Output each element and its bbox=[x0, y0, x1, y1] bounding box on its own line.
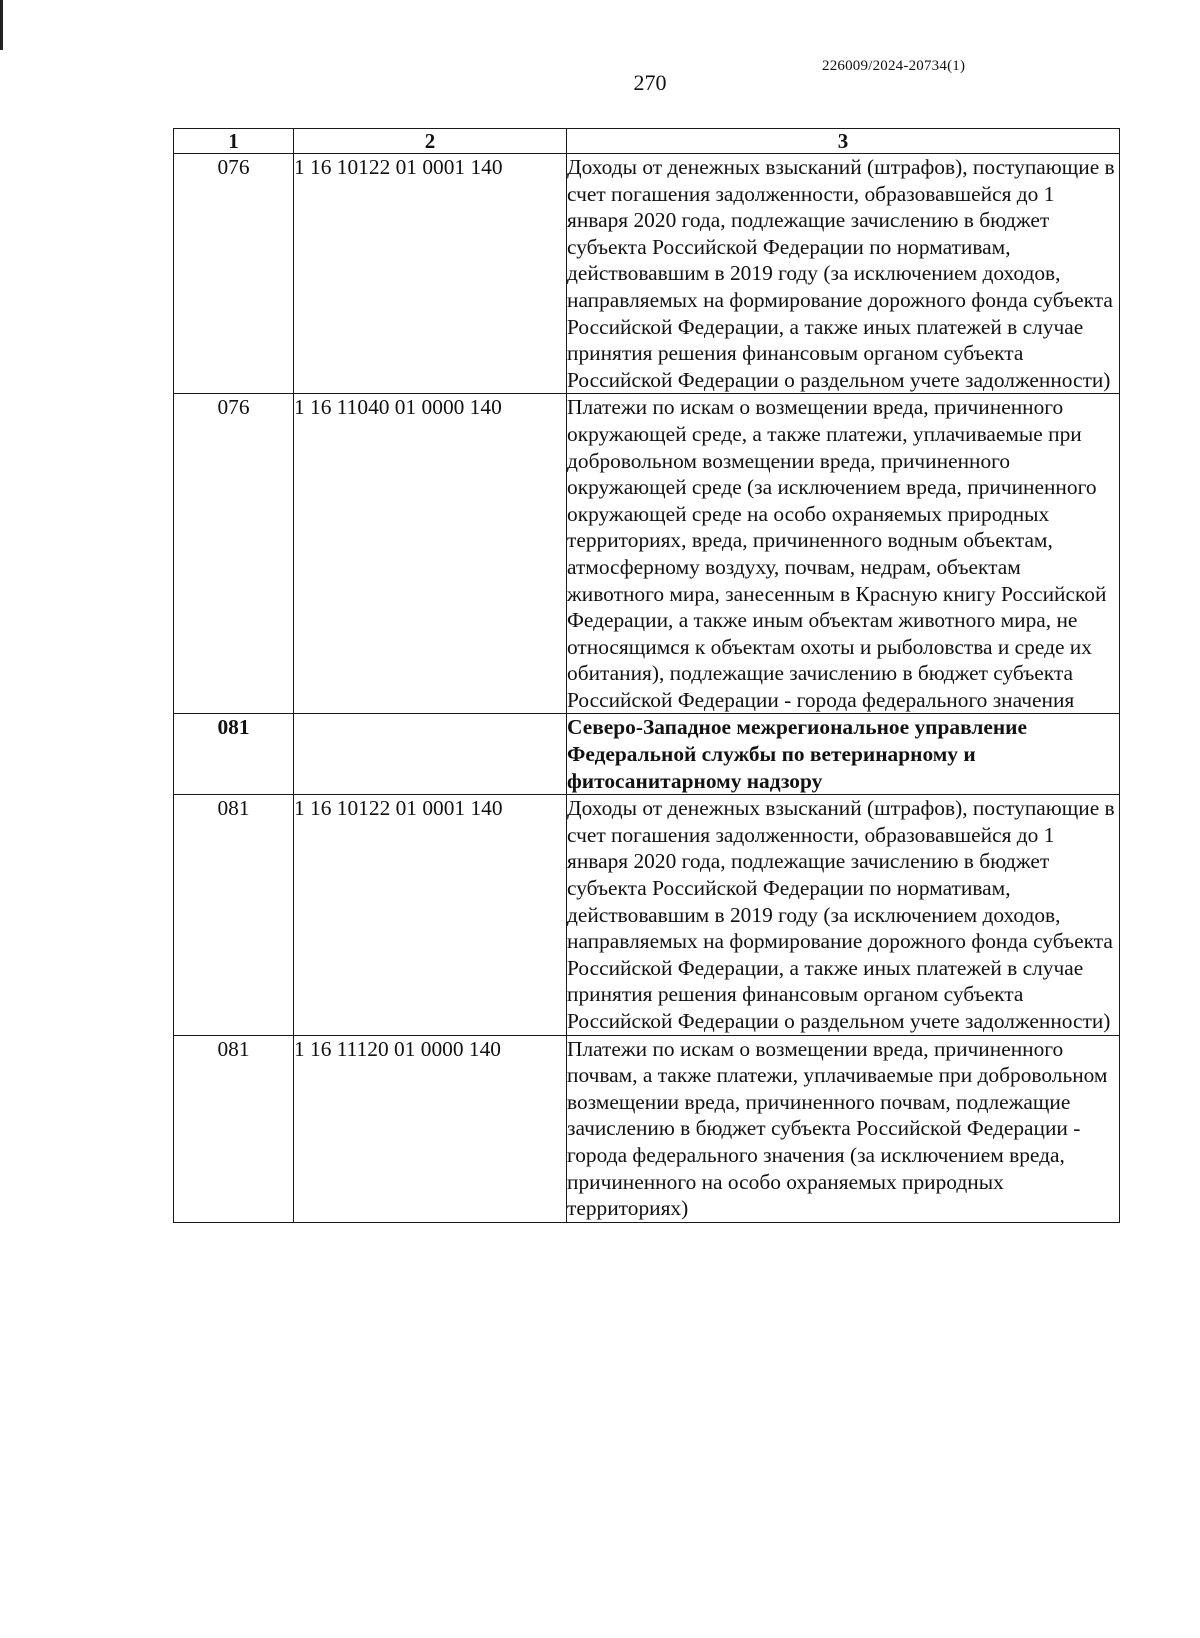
table-row bbox=[174, 394, 1120, 714]
column-header-1: 1 bbox=[174, 129, 294, 154]
column-header-2: 2 bbox=[294, 129, 567, 154]
description-cell: Платежи по искам о возмещении вреда, причиненного окружающей среде, а также платежи, уплачиваемые при добровольном возмещении вреда, причиненного окружающей среде (за исключением вреда, причиненного окружающей среде на особо охраняемых природных территориях, вреда, причиненного водным объектам, атмосферному воздуху, почвам, недрам, объектам животного мира, занесенным в Красную книгу Российской Федерации, а также иным объектам животного мира, не относящимся к объектам охоты и рыболовства и среде их обитания), подлежащие зачислению в бюджет субъекта Российской Федерации - города федерального значения bbox=[567, 394, 1120, 714]
admin-code-cell: 081 bbox=[174, 795, 294, 1035]
budget-code-cell bbox=[294, 714, 567, 795]
table-row bbox=[174, 154, 1120, 394]
table-row bbox=[174, 1035, 1120, 1222]
description-cell: Доходы от денежных взысканий (штрафов), поступающие в счет погашения задолженности, образовавшейся до 1 января 2020 года, подлежащие зачислению в бюджет субъекта Российской Федерации по нормативам, действовавшим в 2019 году (за исключением доходов, направляемых на формирование дорожного фонда субъекта Российской Федерации, а также иных платежей в случае принятия решения финансовым органом субъекта Российской Федерации о раздельном учете задолженности) bbox=[567, 154, 1120, 394]
budget-code-cell: 1 16 11040 01 0000 140 bbox=[294, 394, 567, 714]
page-number: 270 bbox=[633, 70, 667, 95]
description-cell: Платежи по искам о возмещении вреда, причиненного почвам, а также платежи, уплачиваемые при добровольном возмещении вреда, причиненного почвам, подлежащие зачислению в бюджет субъекта Российской Федерации - города федерального значения (за исключением вреда, причиненного на особо охраняемых природных территориях) bbox=[567, 1035, 1120, 1222]
column-header-3: 3 bbox=[567, 129, 1120, 154]
budget-code-cell: 1 16 11120 01 0000 140 bbox=[294, 1035, 567, 1222]
description-cell: Доходы от денежных взысканий (штрафов), поступающие в счет погашения задолженности, образовавшейся до 1 января 2020 года, подлежащие зачислению в бюджет субъекта Российской Федерации по нормативам, действовавшим в 2019 году (за исключением доходов, направляемых на формирование дорожного фонда субъекта Российской Федерации, а также иных платежей в случае принятия решения финансовым органом субъекта Российской Федерации о раздельном учете задолженности) bbox=[567, 795, 1120, 1035]
budget-code-cell: 1 16 10122 01 0001 140 bbox=[294, 795, 567, 1035]
scan-edge-mark bbox=[0, 0, 3, 50]
admin-code-cell: 081 bbox=[174, 1035, 294, 1222]
document-number: 226009/2024-20734(1) bbox=[822, 58, 966, 74]
section-heading-row bbox=[174, 714, 1120, 795]
table-header-row bbox=[174, 129, 1120, 154]
admin-code-cell: 081 bbox=[174, 714, 294, 795]
budget-codes-table bbox=[173, 128, 1120, 1223]
agency-name-cell: Северо-Западное межрегиональное управление Федеральной службы по ветеринарному и фитосанитарному надзору bbox=[567, 714, 1120, 795]
table-row bbox=[174, 795, 1120, 1035]
admin-code-cell: 076 bbox=[174, 394, 294, 714]
admin-code-cell: 076 bbox=[174, 154, 294, 394]
budget-code-cell: 1 16 10122 01 0001 140 bbox=[294, 154, 567, 394]
